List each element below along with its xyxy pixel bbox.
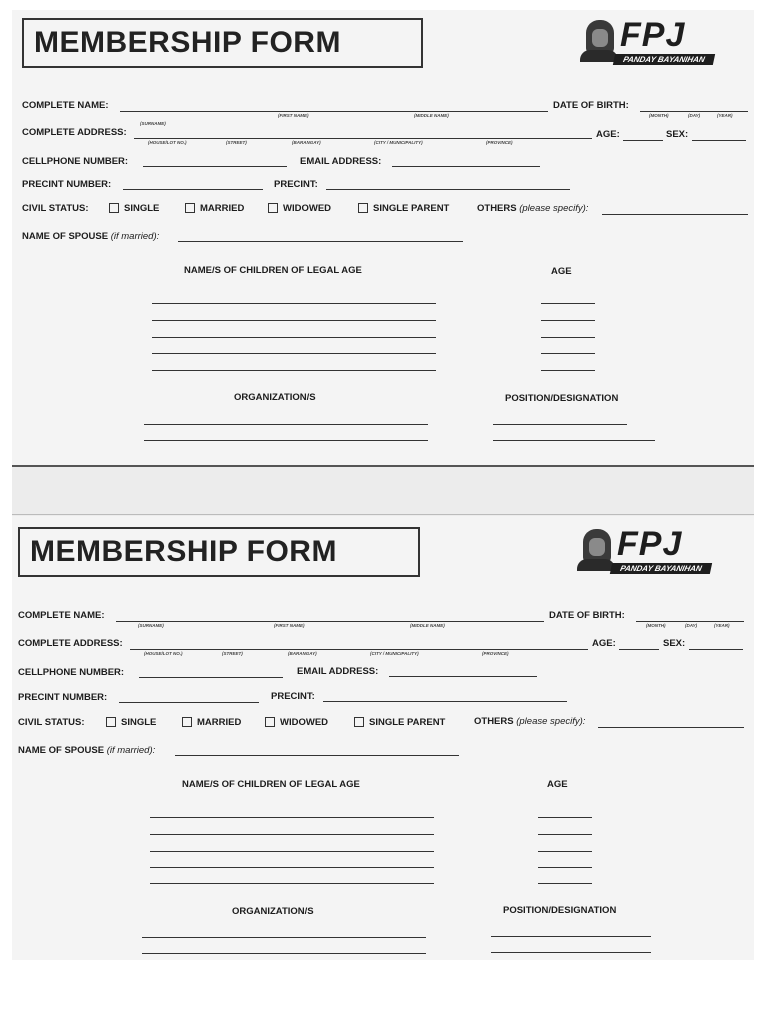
sex-field[interactable] [689, 649, 743, 650]
child-name-field[interactable] [150, 834, 434, 835]
precint-number-label: PRECINT NUMBER: [22, 179, 112, 190]
form-title: MEMBERSHIP FORM [30, 535, 337, 568]
civil-status-label: CIVIL STATUS: [18, 717, 85, 728]
organization-field[interactable] [144, 424, 428, 425]
organization-field[interactable] [142, 937, 426, 938]
organization-field[interactable] [142, 953, 426, 954]
dob-month-caption: (MONTH) [649, 113, 669, 118]
street-caption: (STREET) [222, 651, 243, 656]
sex-label: SEX: [663, 638, 686, 649]
spouse-label: NAME OF SPOUSE (if married): [18, 745, 156, 756]
email-label: EMAIL ADDRESS: [297, 666, 379, 677]
child-age-field[interactable] [538, 817, 592, 818]
dob-day-caption: (DAY) [685, 623, 698, 628]
cellphone-field[interactable] [143, 166, 287, 167]
single-parent-option-label: SINGLE PARENT [369, 717, 446, 728]
address-field[interactable] [130, 649, 588, 650]
child-age-field[interactable] [538, 867, 592, 868]
middle-name-caption: (MIDDLE NAME) [414, 113, 449, 118]
precint-number-label: PRECINT NUMBER: [18, 692, 108, 703]
single-option-label: SINGLE [124, 203, 160, 214]
province-caption: (PROVINCE) [486, 140, 513, 145]
precint-label: PRECINT: [271, 691, 315, 702]
position-field[interactable] [491, 952, 651, 953]
street-caption: (STREET) [226, 140, 247, 145]
complete-name-field[interactable] [116, 621, 544, 622]
single-checkbox[interactable] [109, 203, 119, 213]
organization-header: ORGANIZATION/S [232, 906, 314, 917]
precint-field[interactable] [323, 701, 567, 702]
child-name-field[interactable] [150, 867, 434, 868]
child-age-field[interactable] [541, 303, 595, 304]
spouse-field[interactable] [178, 241, 463, 242]
married-checkbox[interactable] [185, 203, 195, 213]
form-title-box [18, 527, 420, 577]
single-parent-checkbox[interactable] [358, 203, 368, 213]
complete-name-label: COMPLETE NAME: [18, 610, 105, 621]
barangay-caption: (BARANGAY) [292, 140, 321, 145]
dob-label: DATE OF BIRTH: [553, 100, 629, 111]
complete-name-label: COMPLETE NAME: [22, 100, 109, 111]
portrait-icon [583, 529, 611, 563]
organization-header: ORGANIZATION/S [234, 392, 316, 403]
city-caption: (CITY / MUNICIPALITY) [374, 140, 423, 145]
cellphone-label: CELLPHONE NUMBER: [22, 156, 129, 167]
precint-label: PRECINT: [274, 179, 318, 190]
position-field[interactable] [493, 424, 627, 425]
children-header: NAME/S OF CHILDREN OF LEGAL AGE [182, 779, 360, 790]
age-field[interactable] [619, 649, 659, 650]
province-caption: (PROVINCE) [482, 651, 509, 656]
dob-field[interactable] [636, 621, 744, 622]
child-age-field[interactable] [541, 370, 595, 371]
form-title: MEMBERSHIP FORM [34, 26, 341, 59]
civil-status-label: CIVIL STATUS: [22, 203, 89, 214]
married-option-label: MARRIED [197, 717, 242, 728]
first-name-caption: (FIRST NAME) [278, 113, 309, 118]
dob-year-caption: (YEAR) [714, 623, 730, 628]
child-age-field[interactable] [541, 337, 595, 338]
complete-name-field[interactable] [120, 111, 548, 112]
address-label: COMPLETE ADDRESS: [18, 638, 123, 649]
surname-caption: (SURNAME) [140, 121, 166, 126]
age-label: AGE: [596, 129, 620, 140]
barangay-caption: (BARANGAY) [288, 651, 317, 656]
logo-tagline: PANDAY BAYANIHAN [613, 54, 715, 65]
single-checkbox[interactable] [106, 717, 116, 727]
spouse-field[interactable] [175, 755, 459, 756]
email-label: EMAIL ADDRESS: [300, 156, 382, 167]
precint-field[interactable] [326, 189, 570, 190]
dob-year-caption: (YEAR) [717, 113, 733, 118]
age-header: AGE [547, 779, 568, 790]
married-checkbox[interactable] [182, 717, 192, 727]
logo-tagline: PANDAY BAYANIHAN [610, 563, 712, 574]
widowed-checkbox[interactable] [265, 717, 275, 727]
single-parent-option-label: SINGLE PARENT [373, 203, 450, 214]
single-option-label: SINGLE [121, 717, 157, 728]
logo-text: FPJ [617, 525, 683, 563]
city-caption: (CITY / MUNICIPALITY) [370, 651, 419, 656]
position-field[interactable] [493, 440, 655, 441]
precint-number-field[interactable] [123, 189, 263, 190]
cellphone-field[interactable] [139, 677, 283, 678]
dob-label: DATE OF BIRTH: [549, 610, 625, 621]
child-age-field[interactable] [538, 883, 592, 884]
dob-field[interactable] [640, 111, 748, 112]
child-age-field[interactable] [541, 353, 595, 354]
membership-form-2 [12, 516, 754, 960]
others-label: OTHERS (please specify): [474, 716, 586, 727]
fold-divider [12, 465, 754, 467]
form-title-box [22, 18, 423, 68]
widowed-option-label: WIDOWED [283, 203, 332, 214]
child-name-field[interactable] [152, 320, 436, 321]
dob-day-caption: (DAY) [688, 113, 701, 118]
others-field[interactable] [602, 214, 748, 215]
child-age-field[interactable] [538, 851, 592, 852]
age-field[interactable] [623, 140, 663, 141]
widowed-checkbox[interactable] [268, 203, 278, 213]
portrait-icon [586, 20, 614, 54]
organization-field[interactable] [144, 440, 428, 441]
child-name-field[interactable] [150, 817, 434, 818]
surname-caption: (SURNAME) [138, 623, 164, 628]
first-name-caption: (FIRST NAME) [274, 623, 305, 628]
position-header: POSITION/DESIGNATION [503, 905, 617, 916]
address-field[interactable] [134, 138, 592, 139]
age-header: AGE [551, 266, 572, 277]
fpj-logo [577, 525, 717, 579]
email-field[interactable] [392, 166, 540, 167]
single-parent-checkbox[interactable] [354, 717, 364, 727]
sex-field[interactable] [692, 140, 746, 141]
position-field[interactable] [491, 936, 651, 937]
middle-name-caption: (MIDDLE NAME) [410, 623, 445, 628]
child-name-field[interactable] [152, 370, 436, 371]
child-age-field[interactable] [538, 834, 592, 835]
child-name-field[interactable] [150, 851, 434, 852]
precint-number-field[interactable] [119, 702, 259, 703]
house-caption: (HOUSE/LOT NO.) [148, 140, 187, 145]
others-label: OTHERS (please specify): [477, 203, 589, 214]
logo-text: FPJ [620, 16, 686, 54]
child-name-field[interactable] [150, 883, 434, 884]
widowed-option-label: WIDOWED [280, 717, 329, 728]
dob-month-caption: (MONTH) [646, 623, 666, 628]
child-name-field[interactable] [152, 353, 436, 354]
email-field[interactable] [389, 676, 537, 677]
sex-label: SEX: [666, 129, 689, 140]
membership-form-1 [12, 10, 754, 466]
address-label: COMPLETE ADDRESS: [22, 127, 127, 138]
child-name-field[interactable] [152, 337, 436, 338]
fpj-logo [580, 16, 720, 70]
married-option-label: MARRIED [200, 203, 245, 214]
cellphone-label: CELLPHONE NUMBER: [18, 667, 125, 678]
house-caption: (HOUSE/LOT NO.) [144, 651, 183, 656]
position-header: POSITION/DESIGNATION [505, 393, 619, 404]
child-age-field[interactable] [541, 320, 595, 321]
spouse-label: NAME OF SPOUSE (if married): [22, 231, 160, 242]
child-name-field[interactable] [152, 303, 436, 304]
children-header: NAME/S OF CHILDREN OF LEGAL AGE [184, 265, 362, 276]
age-label: AGE: [592, 638, 616, 649]
others-field[interactable] [598, 727, 744, 728]
